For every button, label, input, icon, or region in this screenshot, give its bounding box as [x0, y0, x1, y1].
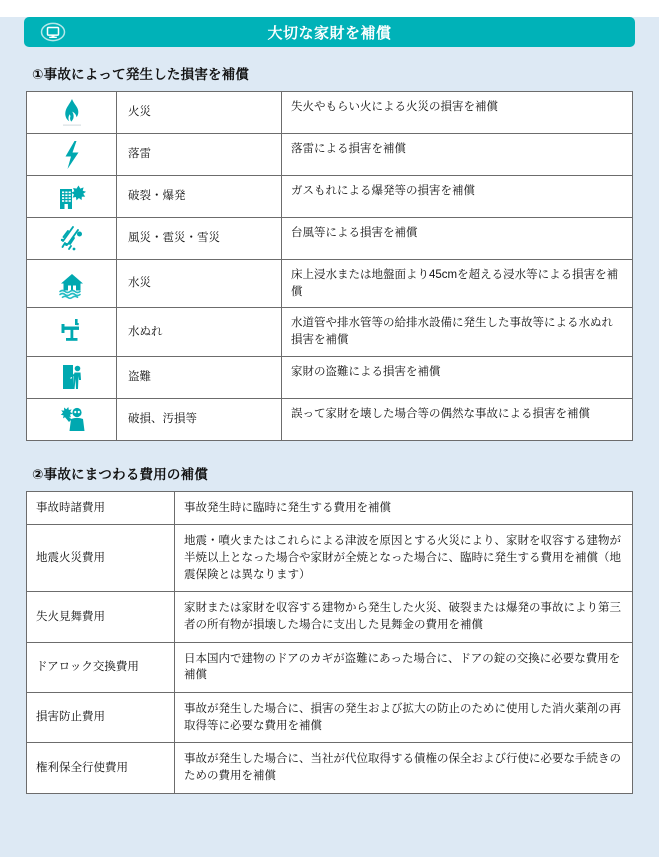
table-row	[27, 525, 633, 592]
table-row	[27, 92, 633, 134]
flooded-house-icon	[27, 260, 117, 308]
cost-label: ドアロック交換費用	[27, 642, 175, 692]
peril-name: 破損、汚損等	[117, 398, 282, 440]
document-page	[0, 17, 659, 857]
page-banner	[24, 17, 635, 47]
costs-table	[26, 491, 633, 794]
peril-name: 水ぬれ	[117, 308, 282, 356]
table-row	[27, 592, 633, 642]
burglar-door-icon	[27, 356, 117, 398]
peril-name: 風災・雹災・雪災	[117, 218, 282, 260]
section-costs	[12, 463, 647, 794]
peril-desc: 床上浸水または地盤面より45cmを超える浸水等による損害を補償	[282, 260, 633, 308]
peril-desc: ガスもれによる爆発等の損害を補償	[282, 176, 633, 218]
perils-table	[26, 91, 633, 441]
section2-heading: ②事故にまつわる費用の補償	[32, 466, 209, 482]
building-explosion-icon	[27, 176, 117, 218]
peril-desc: 水道管や排水管等の給排水設備に発生した事故等による水ぬれ損害を補償	[282, 308, 633, 356]
cost-desc: 事故が発生した場合に、当社が代位取得する債権の保全および行使に必要な手続きのための費用を補償	[175, 743, 633, 793]
cost-desc: 地震・噴火またはこれらによる津波を原因とする火災により、家財を収容する建物が半焼以上となった場合や家財が全焼となった場合に、臨時に発生する費用を補償（地震保険とは異なります）	[175, 525, 633, 592]
peril-name: 火災	[117, 92, 282, 134]
peril-name: 破裂・爆発	[117, 176, 282, 218]
rain-hail-snow-icon	[27, 218, 117, 260]
cost-label: 損害防止費用	[27, 693, 175, 743]
breaking-object-icon	[27, 398, 117, 440]
section1-heading: ①事故によって発生した損害を補償	[32, 67, 250, 82]
cost-desc: 事故発生時に臨時に発生する費用を補償	[175, 491, 633, 525]
peril-name: 盗難	[117, 356, 282, 398]
cost-label: 事故時諸費用	[27, 491, 175, 525]
section-perils	[12, 63, 647, 441]
fire-flame-icon	[27, 92, 117, 134]
table-row	[27, 260, 633, 308]
peril-name: 水災	[117, 260, 282, 308]
table-row	[27, 308, 633, 356]
peril-desc: 誤って家財を壊した場合等の偶然な事故による損害を補償	[282, 398, 633, 440]
peril-desc: 家財の盗難による損害を補償	[282, 356, 633, 398]
cost-desc: 日本国内で建物のドアのカギが盗難にあった場合に、ドアの錠の交換に必要な費用を補償	[175, 642, 633, 692]
cost-label: 失火見舞費用	[27, 592, 175, 642]
table-row	[27, 218, 633, 260]
cost-desc: 事故が発生した場合に、損害の発生および拡大の防止のために使用した消火薬剤の再取得等に必要な費用を補償	[175, 693, 633, 743]
table-row	[27, 743, 633, 793]
lightning-bolt-icon	[27, 134, 117, 176]
peril-name: 落雷	[117, 134, 282, 176]
banner-title: 大切な家財を補償	[267, 24, 392, 42]
table-row	[27, 176, 633, 218]
peril-desc: 落雷による損害を補償	[282, 134, 633, 176]
monitor-icon	[40, 22, 66, 42]
peril-desc: 失火やもらい火による火災の損害を補償	[282, 92, 633, 134]
table-row	[27, 642, 633, 692]
cost-label: 権利保全行使費用	[27, 743, 175, 793]
table-row	[27, 356, 633, 398]
cost-label: 地震火災費用	[27, 525, 175, 592]
table-row	[27, 693, 633, 743]
table-row	[27, 491, 633, 525]
table-row	[27, 134, 633, 176]
cost-desc: 家財または家財を収容する建物から発生した火災、破裂または爆発の事故により第三者の所有物が損壊した場合に支出した見舞金の費用を補償	[175, 592, 633, 642]
peril-desc: 台風等による損害を補償	[282, 218, 633, 260]
water-leak-pipe-icon	[27, 308, 117, 356]
table-row	[27, 398, 633, 440]
